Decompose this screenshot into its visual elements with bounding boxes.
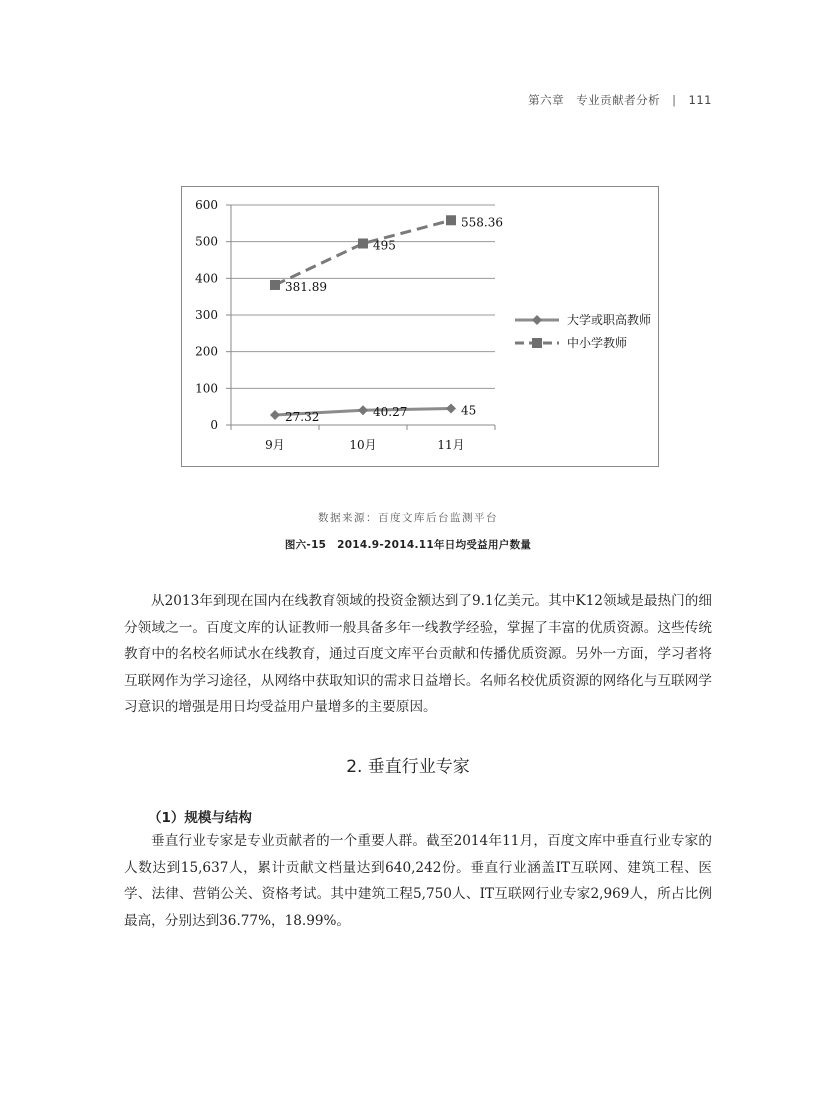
data-point-square [446, 215, 456, 225]
data-point-square [358, 239, 368, 249]
y-tick-label: 600 [195, 198, 218, 212]
x-tick-label: 9月 [265, 438, 285, 452]
legend-marker-diamond [532, 315, 542, 325]
chart-legend [515, 312, 651, 350]
body-paragraph-2: 垂直行业专家是专业贡献者的一个重要人群。截至2014年11月，百度文库中垂直行业专家的人数达到15,637人，累计贡献文档量达到640,242份。垂直行业涵盖IT互联网、建筑工程、医学、法律、营销公关、资格考试。其中建筑工程5,750人、IT互联网行业专家2,969人，所占比例最高，分别达到36.77%，18.99%。 [124, 833, 712, 929]
legend-label: 中小学教师 [567, 336, 628, 350]
data-point-diamond [270, 410, 280, 420]
data-point-diamond [358, 405, 368, 415]
line-chart [181, 186, 659, 467]
figure-caption: 图六-15 2014.9-2014.11年日均受益用户数量 [284, 539, 532, 551]
data-point-square [270, 280, 280, 290]
chart-axes [195, 198, 495, 452]
body-paragraph-1: 从2013年到现在国内在线教育领域的投资金额达到了9.1亿美元。其中K12领域是最热门的细分领域之一。百度文库的认证教师一般具备多年一线教学经验，掌握了丰富的优质资源。这些传统教育中的名校名师试水在线教育，通过百度文库平台贡献和传播优质资源。另外一方面，学习者将互联网作为学习途径，从网络中获取知识的需求日益增长。名师名校优质资源的网络化与互联网学习意识的增强是用日均受益用户量增多的主要原因。 [124, 593, 712, 715]
figure-source: 数据来源：百度文库后台监测平台 [318, 512, 498, 524]
subsection-title: （1）规模与结构 [148, 810, 252, 826]
chart-series [270, 215, 503, 424]
legend-label: 大学或职高教师 [567, 313, 652, 327]
y-tick-label: 300 [195, 308, 218, 322]
series-line [275, 220, 451, 285]
header-separator: | [672, 93, 677, 107]
y-tick-label: 100 [195, 381, 218, 396]
y-tick-label: 400 [195, 271, 218, 286]
data-label: 558.36 [461, 215, 503, 230]
chart-grid [231, 205, 495, 388]
y-tick-label: 500 [195, 234, 218, 249]
data-label: 45 [461, 403, 477, 418]
y-tick-label: 0 [210, 418, 218, 432]
data-label: 495 [373, 238, 396, 253]
y-tick-label: 200 [195, 344, 218, 359]
data-label: 381.89 [285, 279, 327, 294]
section-title: 2. 垂直行业专家 [346, 757, 470, 777]
chart-svg [182, 187, 658, 466]
running-head [0, 92, 712, 108]
data-point-diamond [446, 404, 456, 414]
x-tick-label: 11月 [437, 438, 465, 452]
legend-marker-square [532, 338, 542, 348]
page-number: 111 [688, 93, 712, 107]
x-tick-label: 10月 [349, 438, 377, 452]
chapter-title: 第六章 专业贡献者分析 [528, 93, 661, 107]
data-label: 40.27 [373, 405, 408, 420]
data-label: 27.32 [285, 409, 320, 424]
